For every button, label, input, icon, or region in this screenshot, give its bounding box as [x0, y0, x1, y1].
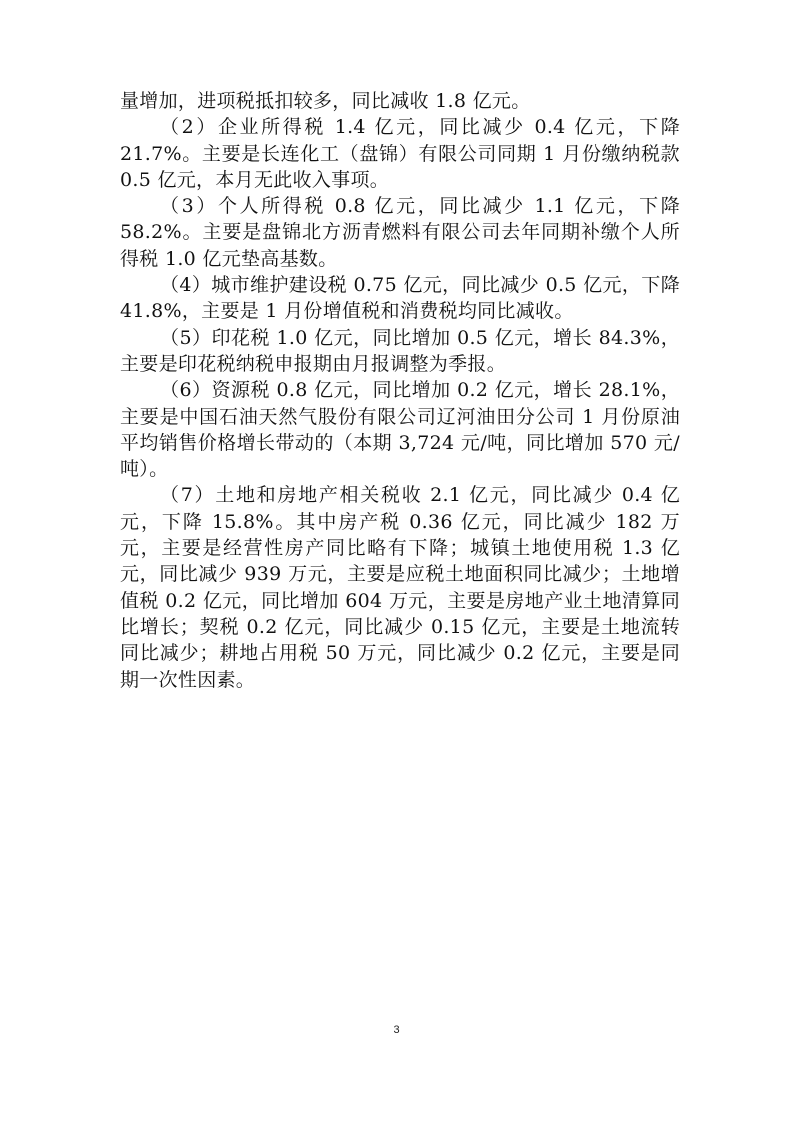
page-number: 3 [393, 1024, 400, 1036]
paragraph-continuation: 量增加，进项税抵扣较多，同比减收 1.8 亿元。 [120, 90, 531, 112]
paragraph-personal-income-tax: （3）个人所得税 0.8 亿元，同比减少 1.1 亿元，下降 58.2%。主要是盘锦北方沥青燃料有限公司去年同期补缴个人所得税 1.0 亿元垫高基数。 [120, 195, 680, 270]
paragraph-stamp-tax: （5）印花税 1.0 亿元，同比增加 0.5 亿元，增长 84.3%，主要是印花税纳税申报期由月报调整为季报。 [120, 326, 680, 375]
document-body [120, 88, 680, 693]
paragraph-land-property-tax: （7）土地和房地产相关税收 2.1 亿元，同比减少 0.4 亿元，下降 15.8%。其中房产税 0.36 亿元，同比减少 182 万元，主要是经营性房产同比略有下降；城镇土地使用税 1.3 亿元，同比减少 939 万元，主要是应税土地面积同比减少；土地增值税 0.2 亿元，同比增加 604 万元，主要是房地产业土地清算同比增长；契税 0.2 亿元，同比减少 0.15 亿元，主要是土地流转同比减少；耕地占用税 50 万元，同比减少 0.2 亿元，主要是同期一次性因素。 [120, 484, 680, 691]
paragraph-resource-tax: （6）资源税 0.8 亿元，同比增加 0.2 亿元，增长 28.1%，主要是中国石油天然气股份有限公司辽河油田分公司 1 月份原油平均销售价格增长带动的（本期 3,724 元/吨，同比增加 570 元/吨）。 [120, 379, 680, 481]
paragraph-urban-maintenance-tax: （4）城市维护建设税 0.75 亿元，同比减少 0.5 亿元，下降 41.8%，主要是 1 月份增值税和消费税均同比减收。 [120, 274, 680, 323]
paragraph-corporate-income-tax: （2）企业所得税 1.4 亿元，同比减少 0.4 亿元，下降 21.7%。主要是长连化工（盘锦）有限公司同期 1 月份缴纳税款 0.5 亿元，本月无此收入事项。 [120, 116, 680, 191]
